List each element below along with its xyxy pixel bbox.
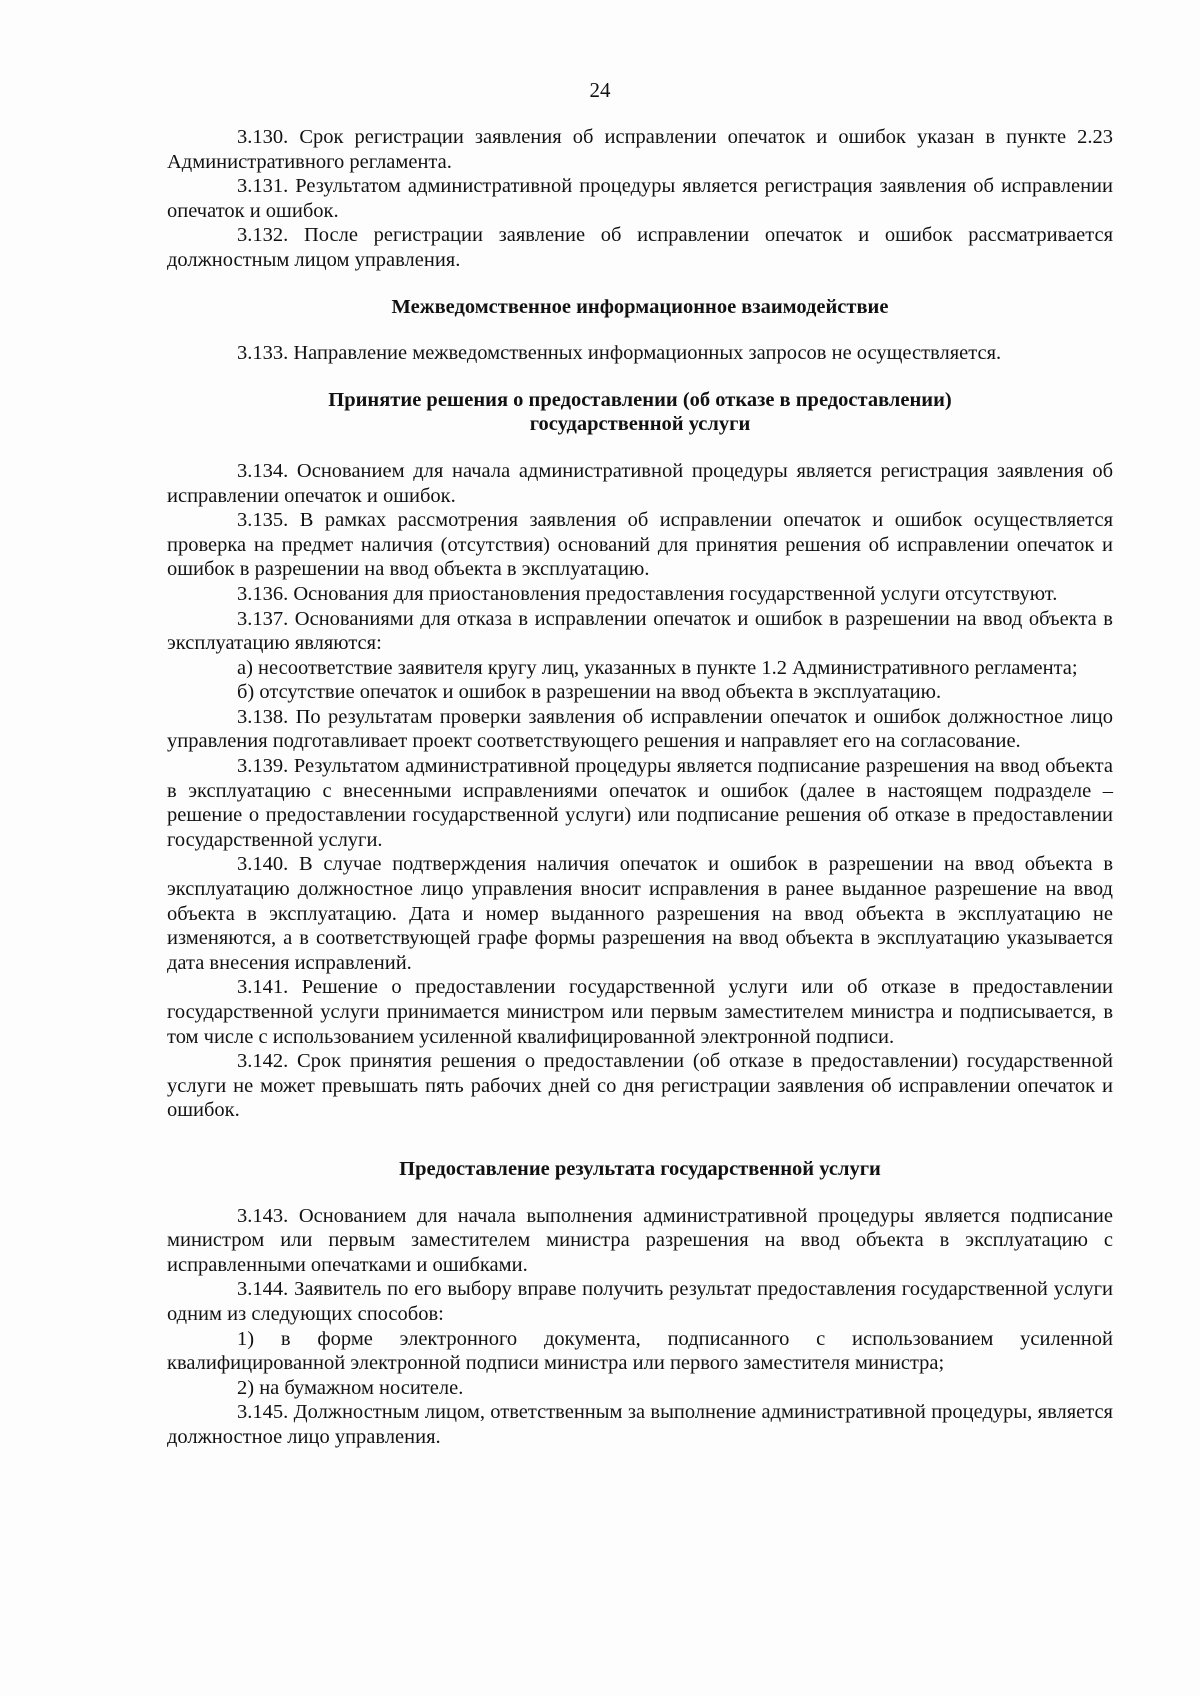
section-heading-result: Предоставление результата государственной услуги xyxy=(399,1157,881,1180)
paragraph-3-137: 3.137. Основаниями для отказа в исправлении опечаток и ошибок в разрешении на ввод объекта в эксплуатацию являются: xyxy=(167,607,1113,655)
paragraph-3-142: 3.142. Срок принятия решения о предоставлении (об отказе в предоставлении) государственной услуги не может превышать пять рабочих дней со дня регистрации заявления об исправлении опечаток и ошибок. xyxy=(167,1050,1113,1122)
paragraph-3-144: 3.144. Заявитель по его выбору вправе получить результат предоставления государственной услуги одним из следующих способов: xyxy=(167,1278,1113,1325)
paragraph-3-143: 3.143. Основанием для начала выполнения административной процедуры является подписание министром или первым заместителем министра разрешения на ввод объекта в эксплуатацию с исправленными опечатками и ошибками. xyxy=(167,1204,1113,1276)
paragraph-3-133: 3.133. Направление межведомственных информационных запросов не осуществляется. xyxy=(237,342,1002,365)
paragraph-3-130: 3.130. Срок регистрации заявления об исправлении опечаток и ошибок указан в пункте 2.23 Административного регламента. xyxy=(167,126,1113,173)
page-number: 24 xyxy=(589,78,611,102)
paragraph-3-138: 3.138. По результатам проверки заявления об исправлении опечаток и ошибок должностное лицо управления подготавливает проект соответствующего решения и направляет его на согласование. xyxy=(167,705,1113,753)
page-content xyxy=(167,125,1113,1450)
section-heading-interagency: Межведомственное информационное взаимодействие xyxy=(391,295,889,318)
list-item-2: 2) на бумажном носителе. xyxy=(237,1376,464,1399)
paragraph-3-139: 3.139. Результатом административной процедуры является подписание разрешения на ввод объекта в эксплуатацию с внесенными исправлениями опечаток и ошибок (далее в настоящем подразделе – решение о предоставлении государственной услуги) или подписание решения об отказе в предоставлении государственной услуги. xyxy=(167,755,1113,851)
section-heading-decision: Принятие решения о предоставлении (об отказе в предоставлении) государственной услуги xyxy=(328,388,952,436)
paragraph-3-136: 3.136. Основания для приостановления предоставления государственной услуги отсутствуют. xyxy=(237,582,1058,605)
list-item-b: б) отсутствие опечаток и ошибок в разрешении на ввод объекта в эксплуатацию. xyxy=(237,681,942,704)
paragraph-3-141: 3.141. Решение о предоставлении государственной услуги или об отказе в предоставлении государственной услуги принимается министром или первым заместителем министра и подписывается, в том числе с использованием усиленной квалифицированной электронной подписи. xyxy=(167,976,1113,1048)
paragraph-3-135: 3.135. В рамках рассмотрения заявления об исправлении опечаток и ошибок осуществляется проверка на предмет наличия (отсутствия) оснований для принятия решения об исправлении опечаток и ошибок в разрешении на ввод объекта в эксплуатацию. xyxy=(167,509,1113,581)
list-item-1: 1) в форме электронного документа, подписанного с использованием усиленной квалифицированной электронной подписи министра или первого заместителя министра; xyxy=(167,1327,1113,1375)
paragraph-3-145: 3.145. Должностным лицом, ответственным за выполнение административной процедуры, является должностное лицо управления. xyxy=(167,1401,1113,1448)
paragraph-3-134: 3.134. Основанием для начала административной процедуры является регистрация заявления об исправлении опечаток и ошибок. xyxy=(167,459,1113,507)
list-item-a: а) несоответствие заявителя кругу лиц, указанных в пункте 1.2 Административного регламента; xyxy=(237,656,1078,679)
paragraph-3-132: 3.132. После регистрации заявление об исправлении опечаток и ошибок рассматривается должностным лицом управления. xyxy=(167,224,1113,271)
paragraph-3-131: 3.131. Результатом административной процедуры является регистрация заявления об исправлении опечаток и ошибок. xyxy=(167,175,1113,222)
paragraph-3-140: 3.140. В случае подтверждения наличия опечаток и ошибок в разрешении на ввод объекта в эксплуатацию должностное лицо управления вносит исправления в ранее выданное разрешение на ввод объекта в эксплуатацию. Дата и номер выданного разрешения на ввод объекта в эксплуатацию не изменяются, а в соответствующей графе формы разрешения на ввод объекта в эксплуатацию указывается дата внесения исправлений. xyxy=(167,853,1113,974)
